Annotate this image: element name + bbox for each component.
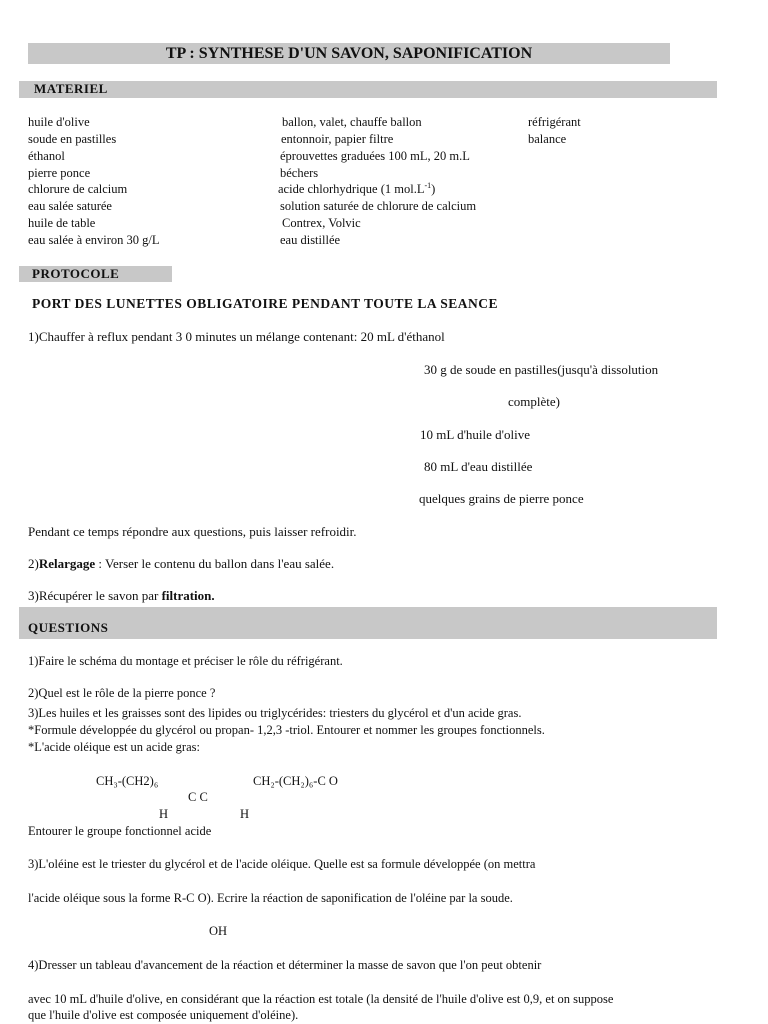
question-3-circle: Entourer le groupe fonctionnel acide (28, 824, 212, 838)
questions-heading: QUESTIONS (28, 620, 109, 635)
step3-keyword: filtration. (161, 588, 215, 603)
protocol-step-3 (28, 588, 215, 604)
materiel-item: entonnoir, papier filtre (281, 132, 394, 146)
materiel-item: eau salée à environ 30 g/L (28, 233, 160, 247)
materiel-item: eau salée saturée (28, 199, 112, 213)
questions-band (19, 607, 717, 639)
materiel-item: solution saturée de chlorure de calcium (280, 199, 477, 213)
safety-warning: PORT DES LUNETTES OBLIGATOIRE PENDANT TOUTE LA SEANCE (32, 296, 499, 311)
question-4-end: que l'huile d'olive est composée uniquement d'oléine). (28, 1008, 299, 1022)
ingredient-huile: 10 mL d'huile d'olive (420, 427, 530, 442)
materiel-item: eau distillée (280, 233, 341, 247)
materiel-item: réfrigérant (528, 115, 581, 129)
materiel-item: balance (528, 132, 567, 146)
ingredient-soude-cont: complète) (508, 394, 560, 409)
materiel-item: huile d'olive (28, 115, 90, 129)
acid-close: ) (431, 182, 436, 196)
question-1: 1)Faire le schéma du montage et préciser le rôle du réfrigérant. (28, 654, 343, 668)
acid-label: acide chlorhydrique (1 mol.L (278, 182, 425, 196)
question-3-glycerol: *Formule développée du glycérol ou propan- 1,2,3 -triol. Entourer et nommer les groupes fonctionnels. (28, 723, 545, 737)
materiel-item-acid (278, 182, 435, 197)
materiel-band (19, 81, 717, 98)
acid-exponent: -1 (424, 180, 432, 190)
question-2: 2)Quel est le rôle de la pierre ponce ? (28, 686, 216, 700)
materiel-item: béchers (280, 166, 319, 180)
materiel-item: éthanol (28, 149, 65, 163)
step2-keyword: Relargage (38, 556, 96, 571)
protocole-heading: PROTOCOLE (32, 266, 120, 281)
formula-h-left: H (159, 807, 169, 821)
formula-double-bond: C C (188, 790, 208, 804)
formula-h-right: H (240, 807, 250, 821)
materiel-item: huile de table (28, 216, 96, 230)
formula-left: CH₃-(CH2)₆ (96, 774, 159, 788)
protocol-step-1: 1)Chauffer à reflux pendant 3 0 minutes un mélange contenant: 20 mL d'éthanol (28, 329, 445, 344)
formula-right: CH₂-(CH₂)₆-C O (253, 774, 338, 788)
materiel-item: éprouvettes graduées 100 mL, 20 m.L (280, 149, 470, 163)
ingredient-eau: 80 mL d'eau distillée (424, 459, 533, 474)
materiel-item: ballon, valet, chauffe ballon (282, 115, 422, 129)
question-3-intro: 3)Les huiles et les graisses sont des lipides ou triglycérides: triesters du glycérol et d'un acide gras. (28, 706, 522, 720)
question-3-oleine: 3)L'oléine est le triester du glycérol et de l'acide oléique. Quelle est sa formule développée (on mettra (28, 857, 536, 871)
ingredient-ponce: quelques grains de pierre ponce (419, 491, 584, 506)
materiel-heading: MATERIEL (34, 81, 108, 96)
step3-text: 3)Récupérer le savon par (28, 588, 162, 603)
protocol-meanwhile: Pendant ce temps répondre aux questions, puis laisser refroidir. (28, 524, 357, 539)
question-4-detail: avec 10 mL d'huile d'olive, en considérant que la réaction est totale (la densité de l'huile d'olive est 0,9, et on suppose (28, 992, 614, 1006)
materiel-item: soude en pastilles (28, 132, 117, 146)
step2-number: 2) (28, 556, 39, 571)
materiel-item: chlorure de calcium (28, 182, 128, 196)
page-title: TP : SYNTHESE D'UN SAVON, SAPONIFICATION (165, 45, 533, 62)
ingredient-soude: 30 g de soude en pastilles(jusqu'à dissolution (424, 362, 659, 377)
question-4-intro: 4)Dresser un tableau d'avancement de la réaction et déterminer la masse de savon que l'on peut obtenir (28, 958, 542, 972)
protocol-step-2 (28, 556, 334, 572)
materiel-item: Contrex, Volvic (282, 216, 361, 230)
question-3-reaction: l'acide oléique sous la forme R-C O). Ecrire la réaction de saponification de l'oléine par la soude. (28, 891, 513, 905)
question-3-oleic: *L'acide oléique est un acide gras: (28, 740, 200, 754)
step2-text: : Verser le contenu du ballon dans l'eau salée. (95, 556, 335, 571)
materiel-item: pierre ponce (28, 166, 91, 180)
formula-oh: OH (209, 924, 228, 938)
